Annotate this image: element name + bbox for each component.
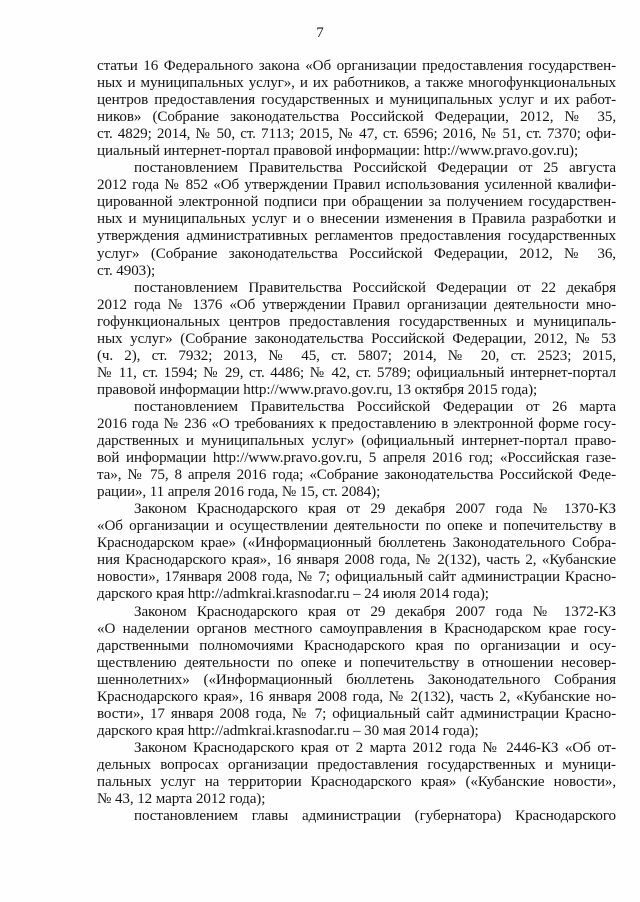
text-line: утверждения административных регламентов предоставления государственных	[97, 228, 616, 245]
text-line: статьи 16 Федерального закона «Об организации предоставления государствен-	[97, 58, 616, 74]
text-line: Законом Краснодарского края от 29 декабря 2007 года № 1372-КЗ	[134, 603, 616, 620]
text-line: дарского края http://admkrai.krasnodar.ru – 30 мая 2014 года);	[97, 722, 479, 739]
text-line: рации», 11 апреля 2016 года, № 15, ст. 2084);	[97, 484, 381, 501]
text-line: ников» (Собрание законодательства Российской Федерации, 2012, № 35,	[97, 109, 616, 126]
text-line: 2012 года № 852 «Об утверждении Правил использования усиленной квалифи-	[97, 177, 616, 194]
text-line: Законом Краснодарского края от 29 декабря 2007 года № 1370-КЗ	[134, 501, 616, 518]
text-line: ществлению деятельности по опеке и попечительству в отношении несовер-	[97, 654, 616, 671]
text-line: та», № 75, 8 апреля 2016 года; «Собрание законодательства Российской Феде-	[97, 467, 616, 484]
page-number: 7	[316, 25, 324, 41]
text-line: центров предоставления государственных и муниципальных услуг и их работ-	[97, 92, 616, 109]
text-line: ст. 4829; 2014, № 50, ст. 7113; 2015, № 47, ст. 6596; 2016, № 51, ст. 7370; офи-	[97, 126, 616, 143]
text-line: пальных услуг на территории Краснодарского края» («Кубанские новости»,	[97, 773, 616, 790]
text-line: постановлением Правительства Российской Федерации от 25 августа	[134, 160, 616, 177]
text-line: правовой информации http://www.pravo.gov.ru, 13 октября 2015 года);	[97, 381, 538, 398]
text-line: шеннолетних» («Информационный бюллетень Законодательного Собрания	[97, 671, 616, 688]
text-line: услуг» (Собрание законодательства Российской Федерации, 2012, № 36,	[97, 245, 616, 262]
text-line: дарственных и муниципальных услуг» (официальный интернет-портал право-	[97, 433, 616, 450]
text-line: новости», 17января 2008 года, № 7; официальный сайт администрации Красно-	[97, 569, 616, 586]
text-line: (ч. 2), ст. 7932; 2013, № 45, ст. 5807; 2014, № 20, ст. 2523; 2015,	[97, 347, 616, 364]
text-line: ст. 4903);	[97, 262, 156, 279]
text-line: 2012 года № 1376 «Об утверждении Правил организации деятельности мно-	[97, 296, 616, 313]
text-line: «Об организации и осуществлении деятельности по опеке и попечительству в	[97, 518, 616, 535]
text-line: Краснодарском крае» («Информационный бюллетень Законодательного Собра-	[97, 535, 616, 552]
text-line: «О наделении органов местного самоуправления в Краснодарском крае госу-	[97, 620, 616, 637]
text-line: ных и муниципальных услуг», и их работников, а также многофункциональных	[97, 75, 616, 92]
text-line: постановлением главы администрации (губернатора) Краснодарского	[134, 808, 616, 825]
text-line: Законом Краснодарского края от 2 марта 2012 года № 2446-КЗ «Об от-	[134, 739, 616, 756]
text-line: дарского края http://admkrai.krasnodar.ru – 24 июля 2014 года);	[97, 586, 489, 603]
text-line: дарственными полномочиями Краснодарского края по организации и осу-	[97, 637, 616, 654]
text-line: цированной электронной подписи при обращении за получением государствен-	[97, 194, 616, 211]
text-line: № 43, 12 марта 2012 года);	[97, 791, 266, 808]
text-line: дельных вопросах организации предоставления государственных и муници-	[97, 756, 616, 773]
text-line: гофункциональных центров предоставления государственных и муниципаль-	[97, 313, 616, 330]
document-body	[97, 58, 616, 825]
text-line: № 11, ст. 1594; № 29, ст. 4486; № 42, ст. 5789; официальный интернет-портал	[97, 364, 616, 381]
text-line: постановлением Правительства Российской Федерации от 26 марта	[134, 398, 616, 415]
text-line: вости», 17 января 2008 года, № 7; официальный сайт администрации Красно-	[97, 705, 616, 722]
text-line: Краснодарского края», 16 января 2008 года, № 2(132), часть 2, «Кубанские но-	[97, 688, 616, 705]
text-line: ных и муниципальных услуг и о внесении изменения в Правила разработки и	[97, 211, 616, 228]
text-line: постановлением Правительства Российской Федерации от 22 декабря	[134, 279, 616, 296]
text-line: ных услуг» (Собрание законодательства Российской Федерации, 2012, № 53	[97, 330, 616, 347]
text-line: ния Краснодарского края», 16 января 2008 года, № 2(132), часть 2, «Кубанские	[97, 552, 616, 569]
text-line: 2016 года № 236 «О требованиях к предоставлению в электронной форме госу-	[97, 415, 616, 432]
text-line: вой информации http://www.pravo.gov.ru, 5 апреля 2016 год; «Российская газе-	[97, 450, 616, 467]
text-line: циальный интернет-портал правовой информации: http://www.pravo.gov.ru);	[97, 143, 579, 160]
